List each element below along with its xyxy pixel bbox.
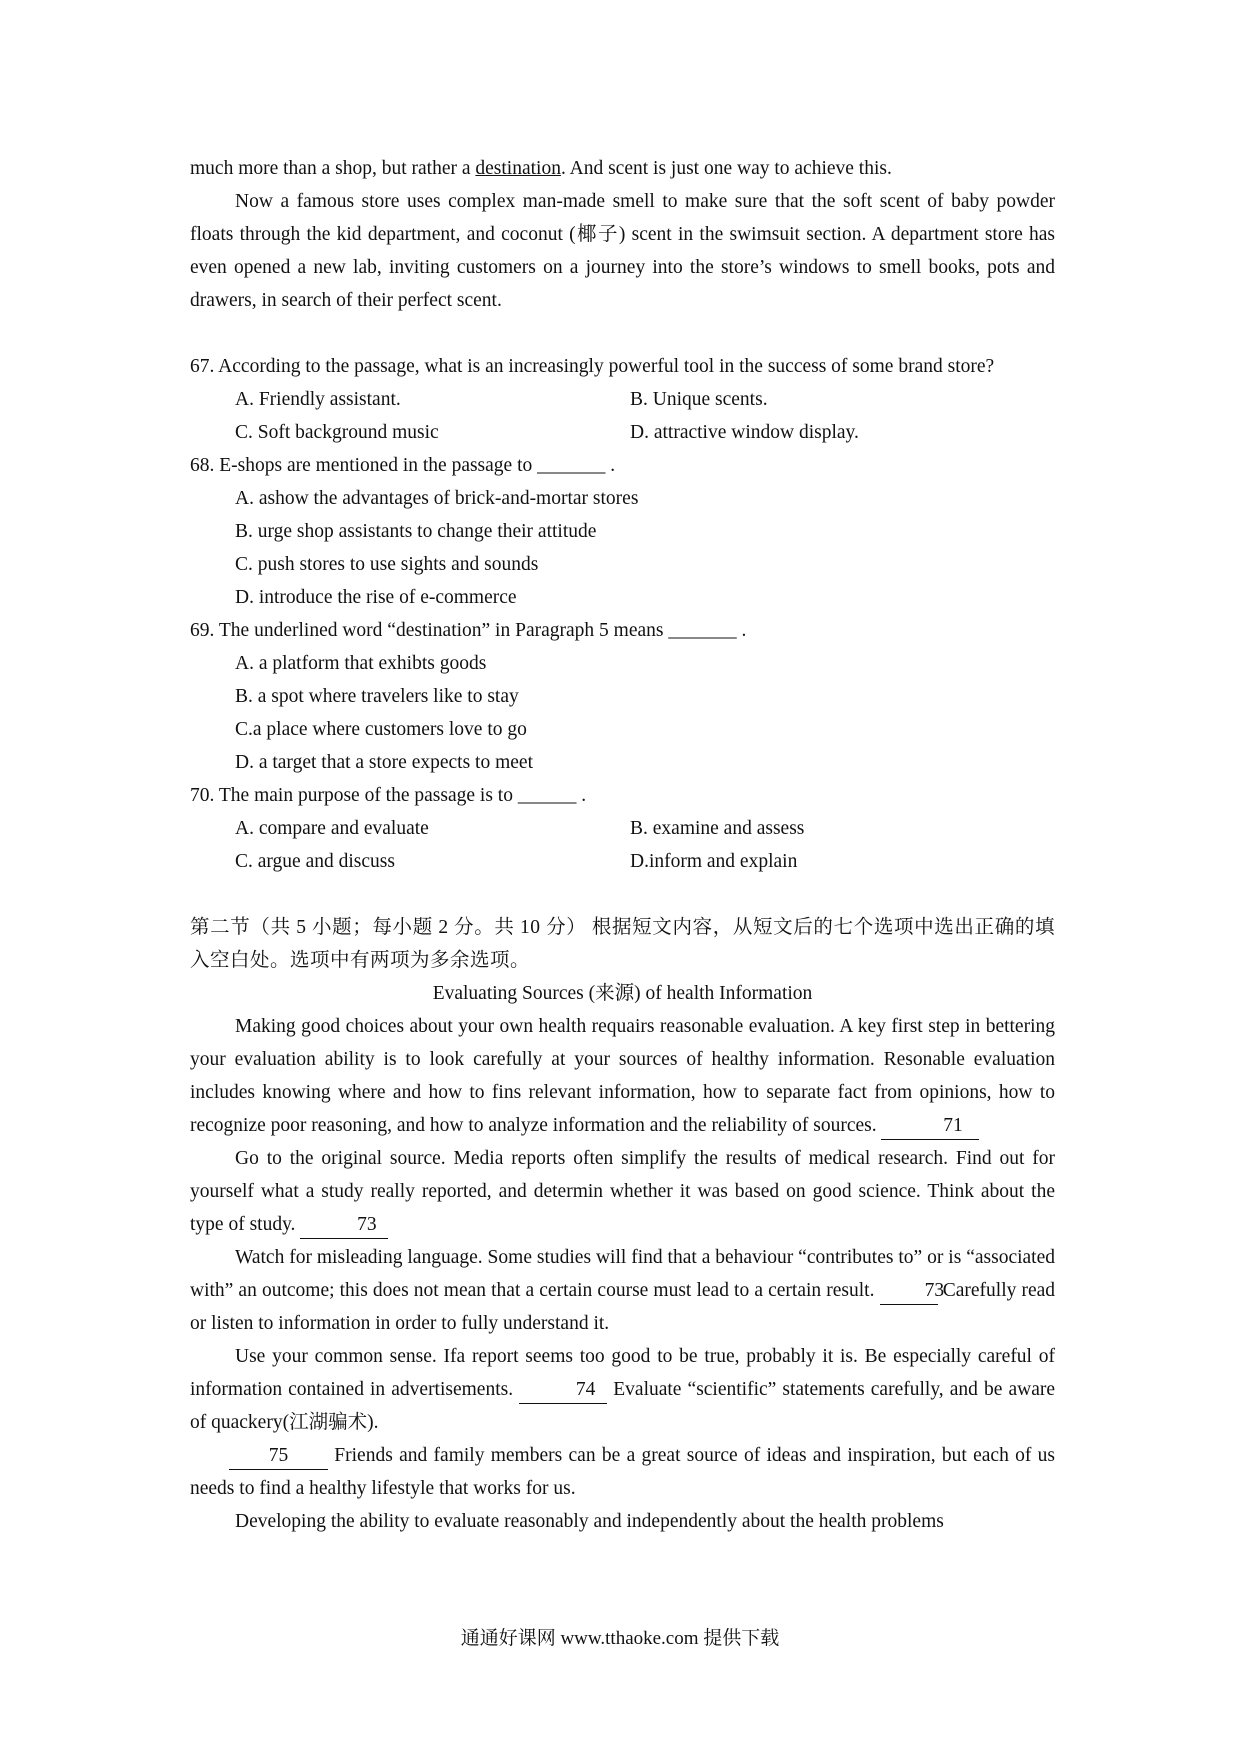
- option-d: D. a target that a store expects to meet: [235, 752, 533, 773]
- option-a: A. Friendly assistant.: [235, 389, 401, 410]
- blank-75: 75: [229, 1443, 328, 1470]
- text-fragment: much more than a shop, but rather a: [190, 158, 476, 179]
- question-stem: 70. The main purpose of the passage is to ______ .: [190, 785, 587, 806]
- text-fragment: Friends and family members can be a great source of ideas and inspiration, but each of us needs to find a healthy lifestyle that works for us.: [190, 1445, 1055, 1499]
- underlined-word-destination: destination: [475, 158, 561, 179]
- text-fragment: Watch for misleading language. Some studies will find that a behaviour “contributes to” or is “associated with” an outcome; this does not mean that a certain course must lead to a certain result.: [190, 1247, 1055, 1301]
- text-fragment: Evaluate “scientific” statements carefully, and be aware of quackery(江湖骗术).: [190, 1379, 1055, 1433]
- cloze-paragraph-2: [190, 1142, 1055, 1241]
- option-c: C. push stores to use sights and sounds: [235, 554, 539, 575]
- option-c: C.a place where customers love to go: [235, 719, 527, 740]
- option-b: B. a spot where travelers like to stay: [235, 686, 519, 707]
- section2-title: Evaluating Sources (来源) of health Information: [432, 983, 813, 1004]
- question-stem: 69. The underlined word “destination” in Paragraph 5 means _______ .: [190, 620, 747, 641]
- option-b: B. urge shop assistants to change their attitude: [235, 521, 597, 542]
- option-a: A. compare and evaluate: [235, 818, 429, 839]
- cloze-paragraph-3: [190, 1241, 1055, 1340]
- blank-72: 73: [300, 1212, 388, 1239]
- passage-paragraph-scent: Now a famous store uses complex man-made smell to make sure that the soft scent of baby powder floats through the kid department, and coconut (椰子) scent in the swimsuit section. A department store has even opened a new lab, inviting customers on a journey into the store’s windows to smell books, pots and drawers, in search of their perfect scent.: [190, 191, 1055, 311]
- cloze-paragraph-6: Developing the ability to evaluate reasonably and independently about the health problems: [235, 1511, 944, 1532]
- text-fragment: . And scent is just one way to achieve this.: [560, 158, 892, 179]
- page-content: [190, 152, 1055, 1538]
- text-fragment: Making good choices about your own health requairs reasonable evaluation. A key first step in bettering your evaluation ability is to look carefully at your sources of healthy information. Resonable evaluation includes knowing where and how to fins relevant information, how to separate fact from opinions, how to recognize poor reasoning, and how to analyze information and the reliability of sources.: [190, 1016, 1055, 1136]
- blank-71: 71: [881, 1113, 979, 1140]
- text-fragment: Use your common sense. Ifa report seems too good to be true, probably it is. Be especially careful of information contained in advertisements.: [190, 1346, 1055, 1400]
- question-70: [190, 779, 1055, 878]
- question-69: [190, 614, 1055, 779]
- question-stem: 68. E-shops are mentioned in the passage to _______ .: [190, 455, 616, 476]
- cloze-paragraph-4: [190, 1340, 1055, 1439]
- page-footer: 通通好课网 www.tthaoke.com 提供下载: [460, 1628, 780, 1649]
- option-c: C. argue and discuss: [235, 851, 395, 872]
- option-d: D. introduce the rise of e-commerce: [235, 587, 517, 608]
- option-c: C. Soft background music: [235, 422, 439, 443]
- option-a: A. ashow the advantages of brick-and-mortar stores: [235, 488, 639, 509]
- section2-instructions: 第二节（共 5 小题；每小题 2 分。共 10 分） 根据短文内容，从短文后的七个选项中选出正确的填入空白处。选项中有两项为多余选项。: [190, 917, 1055, 971]
- passage-paragraph-end: [190, 152, 1055, 185]
- blank-73: 73: [880, 1278, 938, 1305]
- text-fragment: Carefully read or listen to information in order to fully understand it.: [190, 1280, 1056, 1334]
- option-d: D. attractive window display.: [630, 422, 859, 443]
- option-d: D.inform and explain: [630, 851, 798, 872]
- question-68: [190, 449, 1055, 614]
- text-fragment: Go to the original source. Media reports often simplify the results of medical research. Find out for yourself what a study really reported, and determin whether it was based on good science. Think about the type of study.: [190, 1148, 1055, 1235]
- question-stem: 67. According to the passage, what is an increasingly powerful tool in the success of some brand store?: [190, 356, 995, 377]
- blank-74: 74: [519, 1377, 607, 1404]
- option-b: B. Unique scents.: [630, 389, 768, 410]
- option-a: A. a platform that exhibts goods: [235, 653, 487, 674]
- option-b: B. examine and assess: [630, 818, 805, 839]
- question-67: [190, 350, 1055, 449]
- cloze-paragraph-1: [190, 1010, 1055, 1142]
- cloze-paragraph-5: [190, 1439, 1055, 1505]
